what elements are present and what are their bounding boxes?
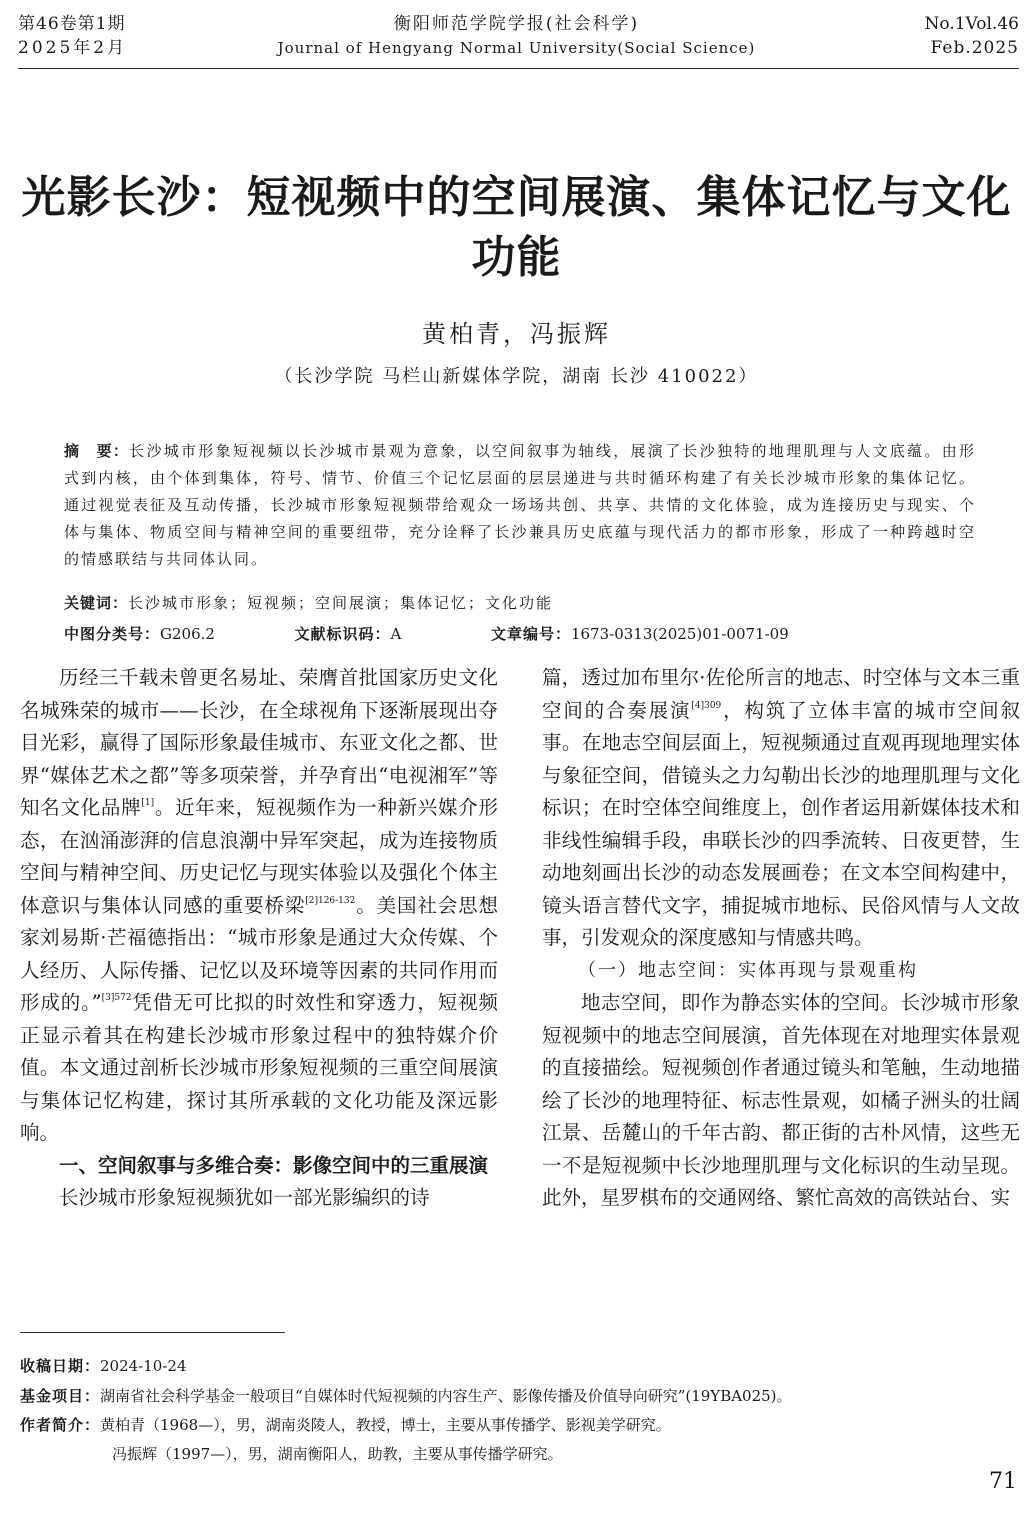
journal-name (0, 12, 1033, 60)
citation: [3]572 (101, 993, 132, 1003)
clc-value: G206.2 (160, 625, 215, 643)
journal-name-cn: 衡阳师范学院学报(社会科学) (393, 14, 640, 34)
keywords (64, 591, 976, 615)
issue-volume-en: No.1Vol.46 (924, 14, 1019, 34)
issue-date-en: Feb.2025 (930, 38, 1019, 58)
article-title (20, 168, 1013, 288)
title-line-1: 光影长沙：短视频中的空间展演、集体记忆与文化 (21, 172, 1012, 223)
author-bio-label: 作者简介： (20, 1416, 101, 1434)
paragraph: 地志空间，即作为静态实体的空间。长沙城市形象短视频中的地志空间展演，首先体现在对地理实体景观的直接描绘。短视频创作者通过镜头和笔触，生动地描绘了长沙的地理特征、标志性景观，如橘子洲头的壮阔江景、岳麓山的千年古韵、都正街的古朴风情，这些无一不是短视频中长沙地理肌理与文化标识的生动呈现。此外，星罗棋布的交通网络、繁忙高效的高铁站台、实 (542, 991, 1020, 1209)
authors: 黄柏青，冯振辉 (422, 320, 611, 348)
subsection-heading: （一）地志空间：实体再现与景观重构 (578, 959, 918, 981)
received-label: 收稿日期： (20, 1357, 101, 1375)
citation: [2]126-132 (305, 895, 356, 906)
abstract (64, 438, 976, 573)
issue-date: 2025年2月 (18, 38, 128, 58)
journal-name-en: Journal of Hengyang Normal University(Social Science) (277, 39, 756, 57)
journal-issue-en (925, 12, 1019, 60)
footnote-divider (20, 1332, 285, 1333)
page-number: 71 (989, 1469, 1017, 1494)
title-line-2: 功能 (471, 232, 562, 283)
abstract-text: 长沙城市形象短视频以长沙城市景观为意象，以空间叙事为轴线，展演了长沙独特的地理肌理与人文底蕴。由形式到内核，由个体到集体，符号、情节、价值三个记忆层面的层层递进与共时循环构建了有关长沙城市形象的集体记忆。通过视觉表征及互动传播，长沙城市形象短视频带给观众一场场共创、共享、共情的文化体验，成为连接历史与现实、个体与集体、物质空间与精神空间的重要纽带，充分诠释了长沙兼具历史底蕴与现代活力的都市形象，形成了一种跨越时空的情感联结与共同体认同。 (64, 442, 976, 568)
fund-project (20, 1384, 1010, 1408)
doc-code-label: 文献标识码： (294, 625, 391, 643)
header-divider (18, 68, 1019, 69)
body-column-left (20, 662, 498, 1215)
citation: [4]309 (691, 700, 722, 711)
author-bio-2: 冯振辉（1997—），男，湖南衡阳人，助教，主要从事传播学研究。 (112, 1445, 563, 1463)
received-date (20, 1354, 1010, 1378)
clc-label: 中图分类号： (64, 625, 161, 643)
classification (64, 622, 976, 646)
affiliation: （长沙学院 马栏山新媒体学院，湖南 长沙 410022） (274, 366, 759, 387)
keywords-label: 关键词： (64, 594, 129, 612)
doc-code-value: A (390, 625, 402, 643)
author-bio-1: 黄柏青（1968—），男，湖南炎陵人，教授，博士，主要从事传播学、影视美学研究。 (100, 1416, 671, 1434)
abstract-label: 摘 要： (64, 442, 130, 460)
article-no-label: 文章编号： (490, 625, 571, 643)
body-column-right (542, 662, 1020, 1215)
keywords-text: 长沙城市形象；短视频；空间展演；集体记忆；文化功能 (128, 594, 554, 612)
issue-volume: 第46卷第1期 (18, 14, 126, 34)
fund-value: 湖南省社会科学基金一般项目“自媒体时代短视频的内容生产、影像传播及价值导向研究”(19YBA025)。 (100, 1387, 792, 1405)
section-heading: 一、空间叙事与多维合奏：影像空间中的三重展演 (59, 1153, 489, 1177)
citation: [1] (141, 798, 155, 808)
paragraph: 历经三千载未曾更名易址、荣膺首批国家历史文化名城殊荣的城市——长沙，在全球视角下逐渐展现出夺目光彩，赢得了国际形象最佳城市、东亚文化之都、世界“媒体艺术之都”等多项荣誉，并孕育出“电视湘军”等知名文化品牌[1]。近年来，短视频作为一种新兴媒介形态，在汹涌澎湃的信息浪潮中异军突起，成为连接物质空间与精神空间、历史记忆与现实体验以及强化个体主体意识与集体认同感的重要桥梁$^{[2]126-132}$。美国社会思想家刘易斯·芒福德指出：“城市形象是通过大众传媒、个人经历、人际传播、记忆以及环境等因素的共同作用而形成的。”$^{[3]572}$凭借无可比拟的时效性和穿透力，短视频正显示着其在构建长沙城市形象过程中的独特媒介价值。本文通过剖析长沙城市形象短视频的三重空间展演与集体记忆构建，探讨其所承载的文化功能及深远影响。 (20, 666, 498, 1144)
received-value: 2024-10-24 (100, 1357, 187, 1375)
paragraph: 篇，透过加布里尔·佐伦所言的地志、时空体与文本三重空间的合奏展演$^{[4]309}$，构筑了立体丰富的城市空间叙事。在地志空间层面上，短视频通过直观再现地理实体与象征空间，借镜头之力勾勒出长沙的地理肌理与文化标识；在时空体空间维度上，创作者运用新媒体技术和非线性编辑手段，串联长沙的四季流转、日夜更替，生动地刻画出长沙的动态发展画卷；在文本空间构建中，镜头语言替代文字，捕捉城市地标、民俗风情与人文故事，引发观众的深度感知与情感共鸣。 (542, 666, 1020, 949)
fund-label: 基金项目： (20, 1387, 101, 1405)
author-bio (20, 1413, 1010, 1437)
paragraph: 长沙城市形象短视频犹如一部光影编织的诗 (59, 1186, 430, 1209)
article-no-value: 1673-0313(2025)01-0071-09 (570, 625, 789, 643)
